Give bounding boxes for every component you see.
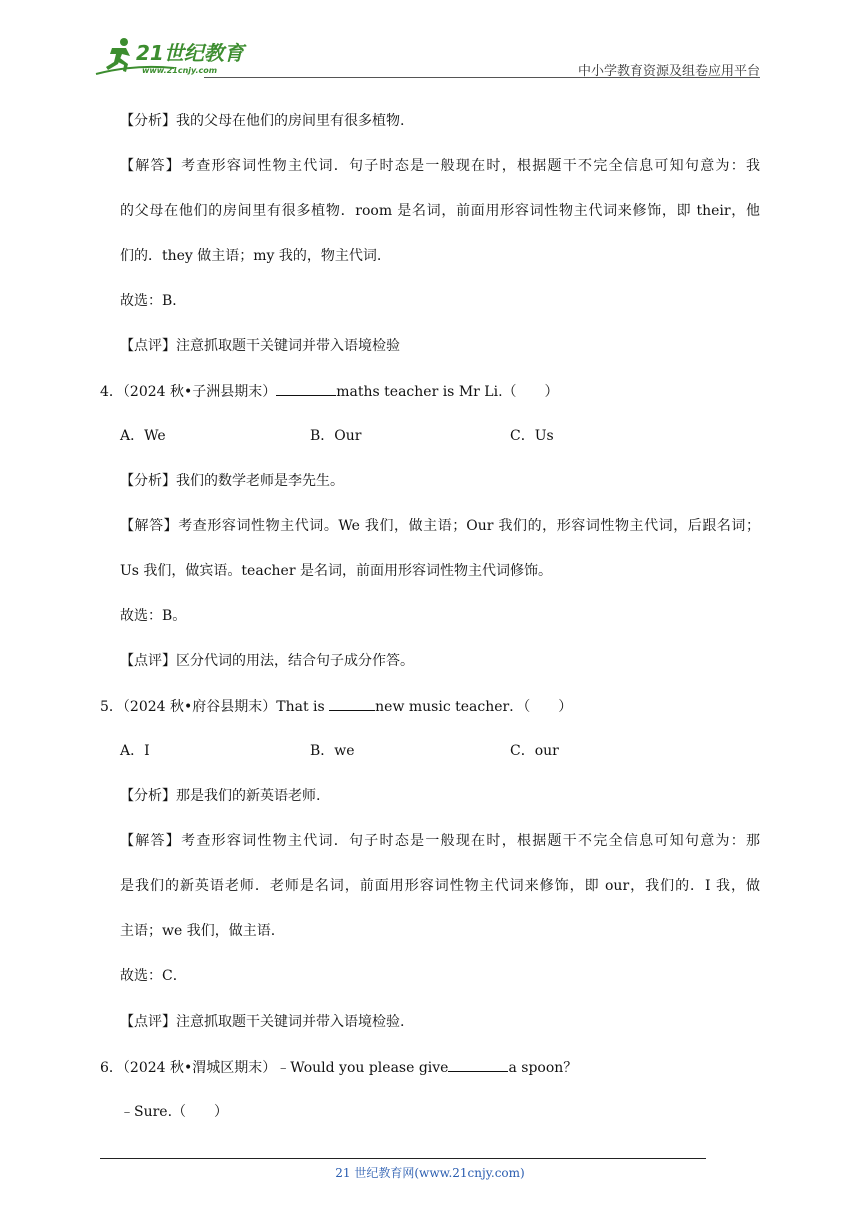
q6-source: （2024 秋•渭城区期末） [122, 1060, 277, 1076]
q6-stem-after: a spoon？ [508, 1060, 578, 1076]
q4-choice: 故选：B。 [120, 608, 187, 624]
q6-stem-before: ﹣Would you please give [276, 1060, 449, 1076]
q4-number: 4． [100, 384, 123, 400]
q5-source: （2024 秋•府谷县期末） [122, 699, 277, 715]
q6-reply: ﹣Sure.（ ） [120, 1104, 229, 1120]
site-name: 中小学教育资源及组卷应用平台 [577, 64, 760, 79]
q5-stem-after: new music teacher．（ ） [375, 699, 573, 715]
q4-answer-line1: 【解答】考查形容词性物主代词。We 我们，做主语；Our 我们的，形容词性物主代词，后跟名词； [120, 518, 760, 534]
q5-analysis: 【分析】那是我们的新英语老师. [120, 788, 321, 804]
q4-blank [276, 381, 336, 396]
q3-choice: 故选：B． [120, 293, 187, 309]
q5-choice: 故选：C． [120, 968, 187, 984]
q4-comment: 【点评】区分代词的用法，结合句子成分作答。 [120, 653, 414, 669]
footer-text: 21 世纪教育网(www.21cnjy.com) [335, 1166, 525, 1180]
q5-option-a: A．I [120, 743, 150, 759]
logo-text: 21世纪教育 [136, 41, 244, 65]
logo-url: www.21cnjy.com [142, 66, 218, 75]
q4-option-b: B．Our [310, 428, 362, 444]
q5-answer-line2: 是我们的新英语老师．老师是名词，前面用形容词性物主代词来修饰，即 our，我们的．I 我，做 [120, 878, 760, 894]
q4-stem [100, 381, 559, 402]
q3-comment: 【点评】注意抓取题干关键词并带入语境检验 [120, 338, 400, 354]
q5-comment: 【点评】注意抓取题干关键词并带入语境检验. [120, 1014, 405, 1030]
q4-option-a: A．We [120, 428, 166, 444]
q5-option-b: B．we [310, 743, 355, 759]
q4-option-c: C．Us [510, 428, 554, 444]
page-header [94, 30, 760, 78]
q5-answer-line3: 主语；we 我们，做主语. [120, 923, 276, 939]
q4-stem-text: maths teacher is Mr Li.（ ） [336, 384, 559, 400]
header-rule [204, 77, 760, 78]
q5-stem [100, 696, 572, 717]
q3-answer-line3: 们的．they 做主语；my 我的，物主代词. [120, 248, 382, 264]
q4-source: （2024 秋•子洲县期末） [122, 384, 277, 400]
q6-blank [448, 1057, 508, 1072]
q6-stem [100, 1057, 577, 1078]
q5-stem-before: That is [276, 699, 330, 715]
q3-analysis: 【分析】我的父母在他们的房间里有很多植物. [120, 113, 405, 129]
q3-answer-line2: 的父母在他们的房间里有很多植物．room 是名词，前面用形容词性物主代词来修饰，即 their，他 [120, 203, 760, 219]
q5-answer-line1: 【解答】考查形容词性物主代词．句子时态是一般现在时，根据题干不完全信息可知句意为：那 [120, 833, 760, 849]
q5-option-c: C．our [510, 743, 559, 759]
q4-answer-line2: Us 我们，做宾语。teacher 是名词，前面用形容词性物主代词修饰。 [120, 563, 552, 579]
q6-number: 6． [100, 1060, 123, 1076]
q3-answer-line1: 【解答】考查形容词性物主代词．句子时态是一般现在时，根据题干不完全信息可知句意为：我 [120, 158, 760, 174]
logo-21cnjy [94, 34, 264, 76]
q4-analysis: 【分析】我们的数学老师是李先生。 [120, 473, 344, 489]
footer-rule [100, 1158, 706, 1159]
q5-blank [329, 696, 375, 711]
q5-number: 5． [100, 699, 123, 715]
